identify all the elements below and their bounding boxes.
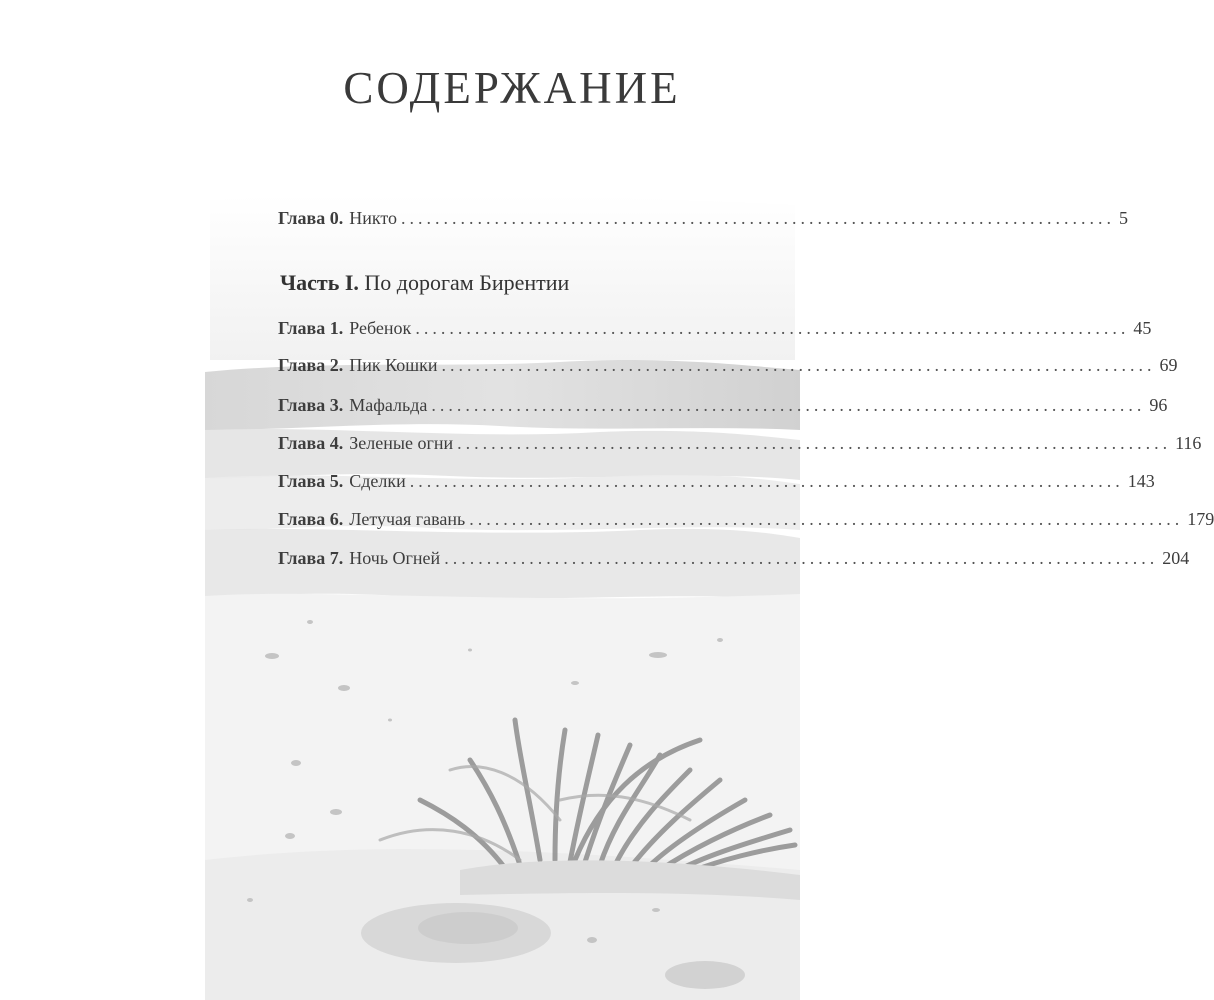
toc-entry-chapter-3 (278, 395, 1168, 425)
chapter-label: Глава 2. (278, 355, 344, 375)
toc-entry-chapter-0 (278, 208, 1129, 238)
chapter-label: Глава 1. (278, 318, 344, 338)
chapter-title: Ребенок (349, 318, 412, 338)
chapter-title: Пик Кошки (349, 355, 438, 375)
leader-dots: .................................................................................... (469, 509, 1184, 529)
part-title: По дорогам Бирентии (364, 270, 570, 295)
leader-dots: .................................................................................... (401, 208, 1116, 228)
chapter-title: Летучая гавань (349, 509, 466, 529)
chapter-title: Ночь Огней (349, 548, 441, 568)
chapter-page-number: 96 (1149, 395, 1168, 415)
leader-dots: .................................................................................... (444, 548, 1159, 568)
leader-dots: .................................................................................... (457, 433, 1172, 453)
chapter-page-number: 179 (1187, 509, 1214, 529)
chapter-label: Глава 7. (278, 548, 344, 568)
chapter-label: Глава 4. (278, 433, 344, 453)
leader-dots: .................................................................................... (441, 355, 1156, 375)
page-title: СОДЕРЖАНИЕ (343, 63, 681, 113)
leader-dots: .................................................................................... (409, 471, 1124, 491)
chapter-page-number: 5 (1119, 208, 1129, 228)
chapter-page-number: 116 (1175, 433, 1202, 453)
leader-dots: .................................................................................... (415, 318, 1130, 338)
chapter-title: Никто (349, 208, 398, 228)
chapter-label: Глава 5. (278, 471, 344, 491)
toc-entry-chapter-7 (278, 548, 1190, 578)
chapter-page-number: 45 (1133, 318, 1152, 338)
toc-entry-chapter-4 (278, 433, 1202, 463)
toc-entry-chapter-2 (278, 355, 1178, 385)
chapter-page-number: 143 (1127, 471, 1155, 491)
part-heading (280, 270, 569, 296)
part-label: Часть I. (280, 270, 359, 295)
toc-entry-chapter-5 (278, 471, 1155, 501)
toc-entry-chapter-6 (278, 509, 1214, 539)
chapter-title: Зеленые огни (349, 433, 454, 453)
chapter-label: Глава 6. (278, 509, 344, 529)
chapter-label: Глава 0. (278, 208, 344, 228)
chapter-title: Сделки (349, 471, 406, 491)
leader-dots: .................................................................................... (431, 395, 1146, 415)
toc-entry-chapter-1 (278, 318, 1152, 348)
chapter-title: Мафальда (349, 395, 428, 415)
chapter-page-number: 69 (1159, 355, 1178, 375)
chapter-page-number: 204 (1162, 548, 1190, 568)
chapter-label: Глава 3. (278, 395, 344, 415)
